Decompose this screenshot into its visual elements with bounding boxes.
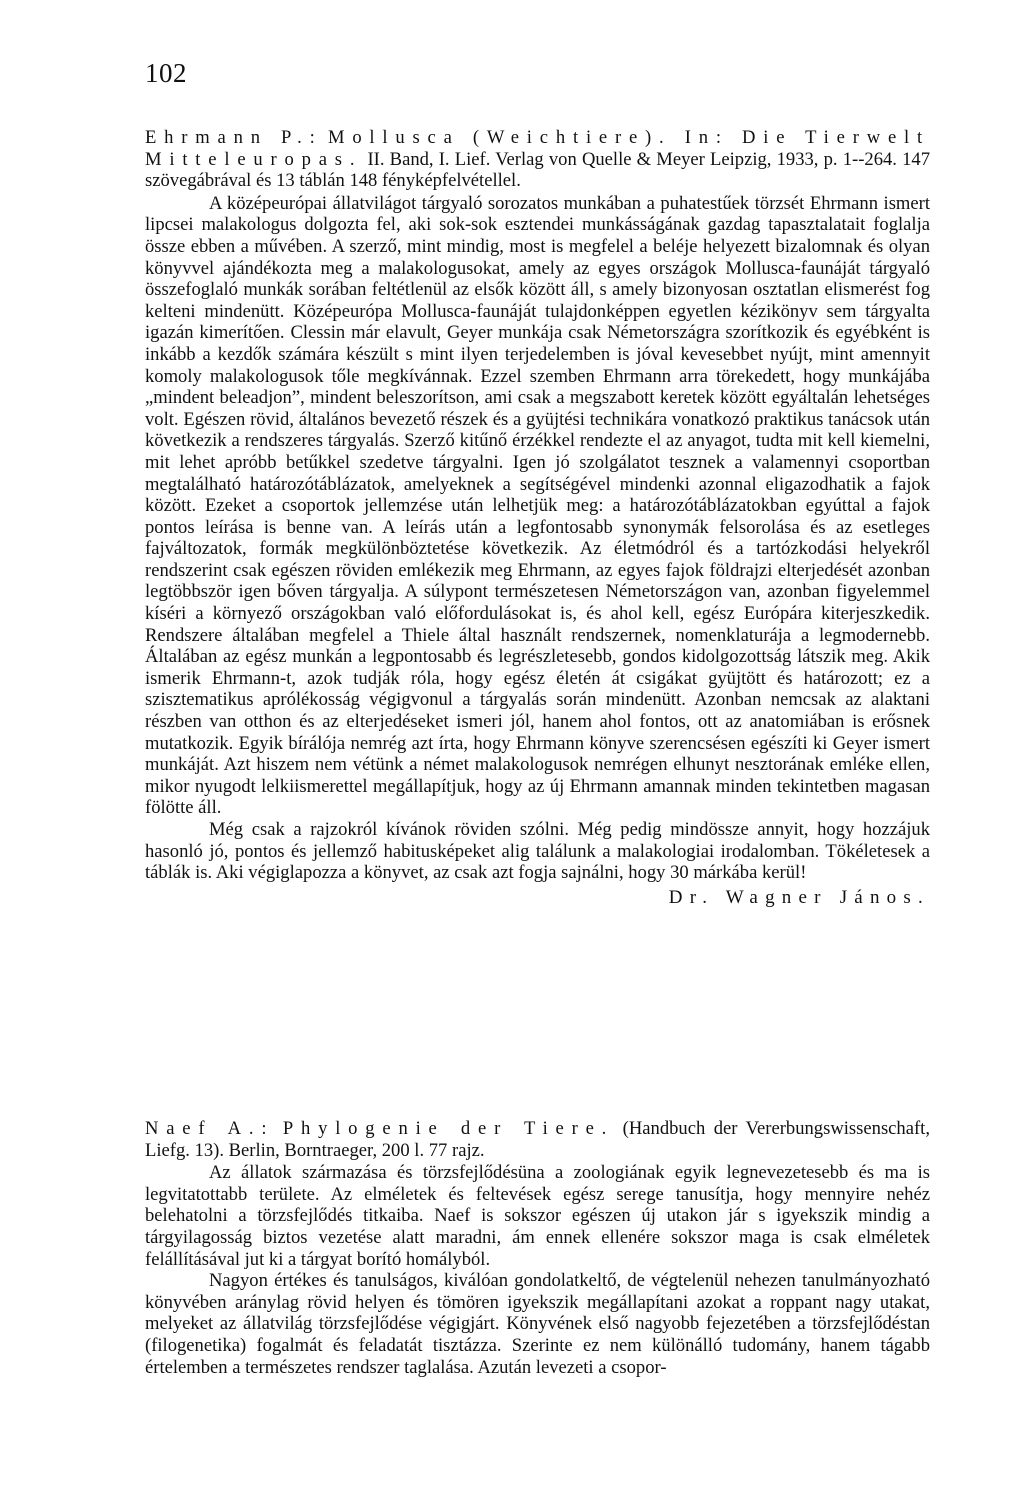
citation bbox=[145, 127, 930, 192]
review-paragraph: Nagyon értékes és tanulságos, kiválóan gondolatkeltő, de végtelenül nehezen tanulmányozható könyvében aránylag rövid helyen és tömören igyekszik megállapítani azokat a roppant nagy utakat, melyeket az állatvilág törzsfejlődése végigjárt. Könyvének első nagyobb fejezetében a törzsfejlődéstan (filogenetika) fogalmát és feladatát tisztázza. Szerinte ez nem különálló tudomány, hanem tágabb értelemben a természetes rendszer taglalása. Azután levezeti a csopor- bbox=[145, 1270, 930, 1378]
review-paragraph: A középeurópai állatvilágot tárgyaló sorozatos munkában a puhatestűek törzsét Ehrmann ismert lipcsei malakologus dolgozta fel, aki sok-sok esztendei munkásságának gazdag tapasztalatait foglalja össze ebben a művében. A szerző, mint mindig, most is megfelel a beléje helyezett bizalomnak és olyan könyvvel ajándékozta meg a malakologusokat, amely az egyes országok Mollusca-faunáját tárgyaló összefoglaló munkák sorában feltétlenül az elsők között áll, s amely bizonyosan osztatlan elismerést fog kelteni mindenütt. Középeurópa Mollusca-faunáját tulajdonképpen egyetlen kézikönyv sem tárgyalta igazán kimerítően. Clessin már elavult, Geyer munkája csak Németországra szorítkozik és egyébként is inkább a kezdők számára készült s mint ilyen terjedelemben is jóval kevesebbet nyújt, mint amennyit komoly malakologusok tőle megkívánnak. Ezzel szemben Ehrmann arra törekedett, hogy munkájába „mindent beleadjon”, mindent beleszorítson, ami csak a megszabott keretek között egyáltalán lehetséges volt. Egészen rövid, általános bevezető részek és a gyüjtési technikára vonatkozó praktikus tanácsok után következik a rendszeres tárgyalás. Szerző kitűnő érzékkel rendezte el az anyagot, tudta mit kell kiemelni, mit lehet apróbb betűkkel szedetve tárgyalni. Igen jó szolgálatot tesznek a valamennyi csoportban megtalálható határozótáblázatok, amelyeknek a segítségével mindenki azonnal eligazodhatik a fajok között. Ezeket a csoportok jellemzése után lelhetjük meg: a határozótáblázatokban egyúttal a fajok pontos leírása is benne van. A leírás után a legfontosabb synonymák felsorolása és az esetleges fajváltozatok, formák megkülönböztetése következik. Az életmódról és a tartózkodási helyekről rendszerint csak egészen röviden emlékezik meg Ehrmann, az egyes fajok földrajzi elterjedését azonban legtöbbször igen bőven tárgyalja. A súlypont természetesen Németországon van, azonban figyelemmel kíséri a környező országokban való előfordulásokat is, és ahol kell, egész Európára kiterjeszkedik. Rendszere általában megfelel a Thiele által használt rendszernek, nomenklaturája a legmodernebb. Általában az egész munkán a legpontosabb és legrészletesebb, gondos kidolgozottság látszik meg. Akik ismerik Ehrmann-t, azok tudják róla, hogy egész életén át csigákat gyüjtött és határozott; ez a szisztematikus aprólékosság végigvonul a tárgyalás során mindenütt. Azonban nemcsak az alaktani részben van otthon és az elterjedéseket ismeri jól, hanem ahol fontos, ott az anatomiában is erősnek mutatkozik. Egyik bírálója nemrég azt írta, hogy Ehrmann könyve szerencsésen egészíti ki Geyer ismert munkáját. Azt hiszem nem vétünk a német malakologusok nemrégen elhunyt nesztorának emléke ellen, mikor nyugodt lelkiismerettel megállapítjuk, hogy az új Ehrmann amannak minden tekintetben magasan fölötte áll. bbox=[145, 192, 930, 819]
review-naef bbox=[145, 1118, 930, 1378]
review-paragraph: Még csak a rajzokról kívánok röviden szólni. Még pedig mindössze annyit, hogy hozzájuk hasonló jó, pontos és jellemző habitusképeket alig találunk a malakologiai irodalomban. Tökéletesek a táblák is. Aki végiglapozza a könyvet, az csak azt fogja sajnálni, hogy 30 márkába kerül! bbox=[145, 819, 930, 884]
citation-title: Phylogenie der Tiere. bbox=[282, 1118, 615, 1139]
review-ehrmann bbox=[145, 127, 930, 908]
citation-details: (Handbuch der Vererbungswissenschaft, Liefg. 13). Berlin, Borntraeger, 200 l. 77 rajz. bbox=[145, 1118, 930, 1161]
citation-author: Naef A.: bbox=[145, 1118, 275, 1139]
citation-title: Mollusca (Weichtiere). In: Die Tierwelt Mitteleuropas. bbox=[145, 127, 930, 170]
citation bbox=[145, 1118, 930, 1161]
citation-author: Ehrmann P.: bbox=[145, 127, 323, 148]
review-paragraph: Az állatok származása és törzsfejlődésüna a zoologiának egyik legnevezetesebb és ma is legvitatottabb területe. Az elméletek és feltevések egész serege tanusítja, hogy mennyire nehéz belehatolni a törzsfejlődés titkaiba. Naef is sokszor egészen új utakon jár s igyekszik mindig a tárgyilagosság biztos vezetése alatt maradni, ám ennek ellenére sokszor maga is csak elméletek felállításával jut ki a tárgyat borító homályból. bbox=[145, 1162, 930, 1270]
citation-details: II. Band, I. Lief. Verlag von Quelle & Meyer Leipzig, 1933, p. 1--264. 147 szövegábrával és 13 táblán 148 fényképfelvétellel. bbox=[145, 148, 930, 192]
reviewer-signature: Dr. Wagner János. bbox=[668, 886, 930, 908]
page-number: 102 bbox=[145, 58, 187, 88]
